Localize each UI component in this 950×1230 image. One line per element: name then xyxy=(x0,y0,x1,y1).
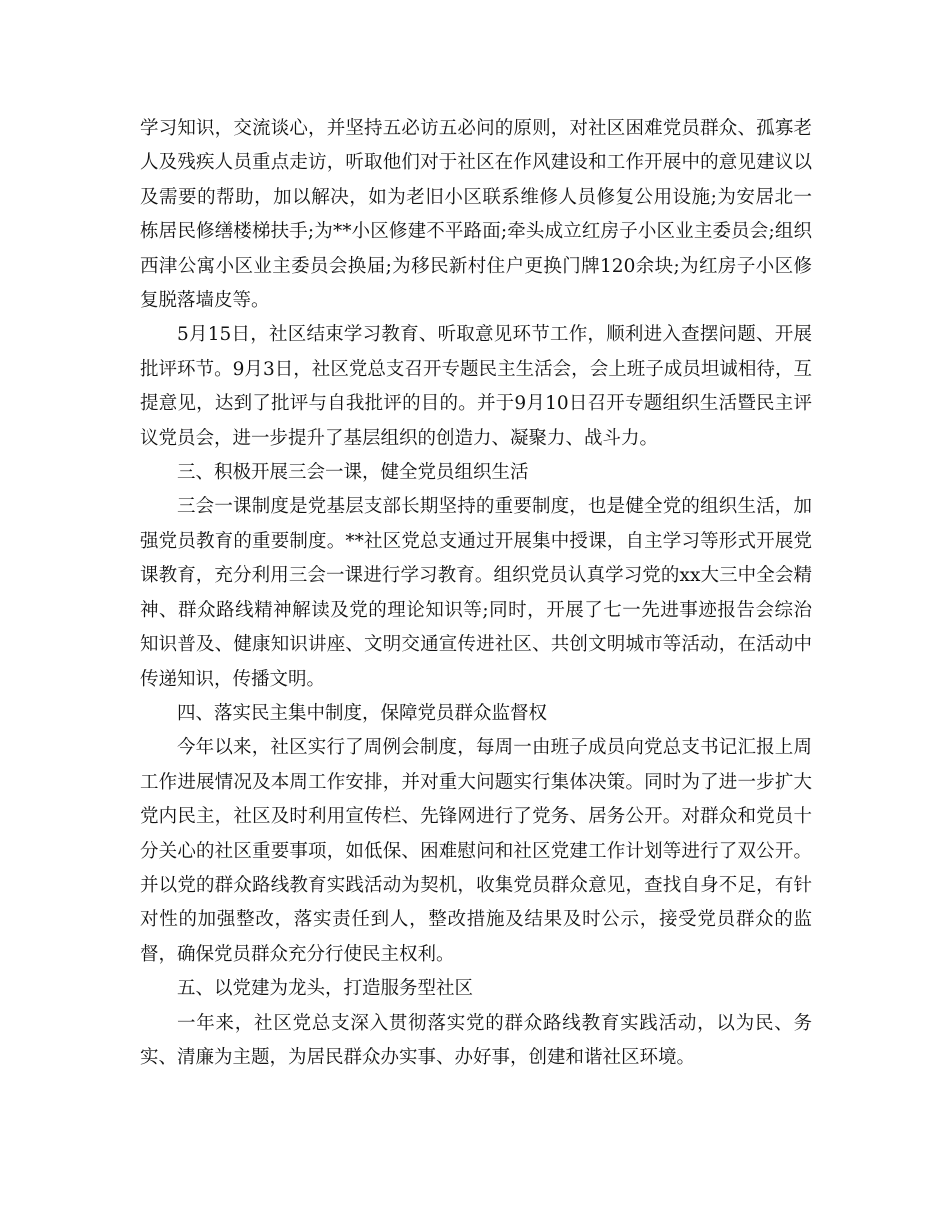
section-heading-5: 五、以党建为龙头，打造服务型社区 xyxy=(177,978,474,1000)
paragraph-three-meetings: 三会一课制度是党基层支部长期坚持的重要制度，也是健全党的组织生活，加强党员教育的重要制度。**社区党总支通过开展集中授课，自主学习等形式开展党课教育，充分利用三会一课进行学习教育。组织党员认真学习党的xx大三中全会精神、群众路线精神解读及党的理论知识等;同时，开展了七一先进事迹报告会综治知识普及、健康知识讲座、文明交通宣传进社区、共创文明城市等活动，在活动中传递知识，传播文明。 xyxy=(140,496,812,690)
section-heading-4: 四、落实民主集中制度，保障党员群众监督权 xyxy=(177,702,548,724)
paragraph-may-15: 5月15日，社区结束学习教育、听取意见环节工作，顺利进入查摆问题、开展批评环节。9月3日，社区党总支召开专题民主生活会，会上班子成员坦诚相待，互提意见，达到了批评与自我批评的目的。并于9月10日召开专题组织生活暨民主评议党员会，进一步提升了基层组织的创造力、凝聚力、战斗力。 xyxy=(140,324,812,449)
section-heading-3: 三、积极开展三会一课，健全党员组织生活 xyxy=(177,462,529,484)
document-body xyxy=(140,112,812,1075)
paragraph-continued: 学习知识，交流谈心，并坚持五必访五必问的原则，对社区困难党员群众、孤寡老人及残疾人员重点走访，听取他们对于社区在作风建设和工作开展中的意见建议以及需要的帮助，加以解决，如为老旧小区联系维修人员修复公用设施;为安居北一栋居民修缮楼梯扶手;为**小区修建不平路面;牵头成立红房子小区业主委员会;组织西津公寓小区业主委员会换届;为移民新村住户更换门牌120余块;为红房子小区修复脱落墙皮等。 xyxy=(140,118,812,312)
paragraph-service-community: 一年来，社区党总支深入贯彻落实党的群众路线教育实践活动，以为民、务实、清廉为主题，为居民群众办实事、办好事，创建和谐社区环境。 xyxy=(140,1012,812,1068)
paragraph-weekly-meetings: 今年以来，社区实行了周例会制度，每周一由班子成员向党总支书记汇报上周工作进展情况及本周工作安排，并对重大问题实行集体决策。同时为了进一步扩大党内民主，社区及时利用宣传栏、先锋网进行了党务、居务公开。对群众和党员十分关心的社区重要事项，如低保、困难慰问和社区党建工作计划等进行了双公开。并以党的群众路线教育实践活动为契机，收集党员群众意见，查找自身不足，有针对性的加强整改，落实责任到人，整改措施及结果及时公示，接受党员群众的监督，确保党员群众充分行使民主权利。 xyxy=(140,737,812,965)
